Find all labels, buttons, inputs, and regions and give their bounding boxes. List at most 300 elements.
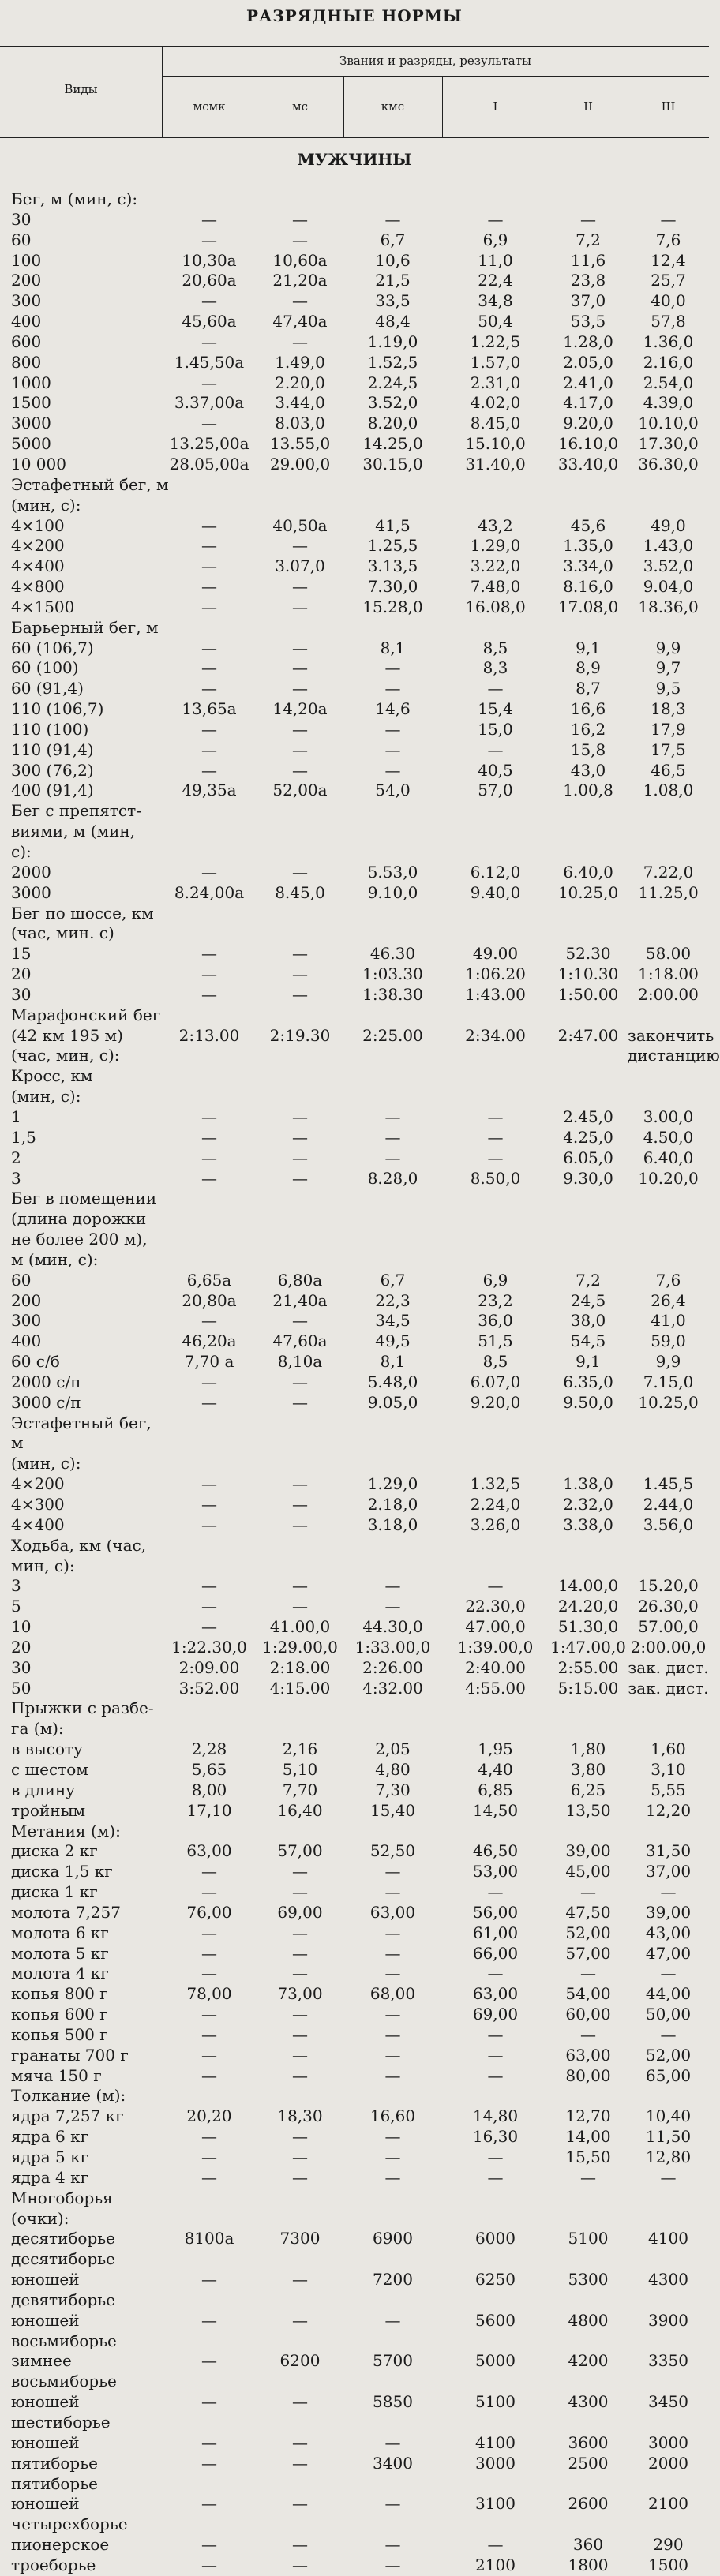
row-value: 4.39,0 [643, 393, 694, 413]
row-value: 7,6 [655, 1270, 681, 1290]
table-row [0, 2351, 709, 2372]
row-value: 34,5 [375, 1311, 411, 1331]
row-value: 2:47.00 [557, 1025, 619, 1045]
row-value: — [384, 2024, 401, 2044]
row-value: — [292, 679, 308, 698]
row-value: 43,00 [645, 1923, 692, 1942]
row-value: 31.40,0 [465, 454, 526, 474]
row-label: троеборье [11, 2555, 96, 2574]
row-value: 1.29,0 [470, 536, 521, 556]
row-value: 7,2 [576, 1270, 601, 1290]
row-value: — [292, 597, 308, 616]
row-value: 6,9 [482, 230, 508, 249]
row-value: — [292, 536, 308, 556]
table-row [0, 720, 709, 740]
row-value: — [487, 1106, 504, 1126]
row-value: 68,00 [369, 1984, 416, 2004]
table-row [0, 353, 709, 373]
row-label: 400 (91,4) [11, 781, 94, 800]
row-value: 2.31,0 [470, 373, 521, 392]
header-col-ms: мс [291, 99, 309, 114]
row-value: 4100 [648, 2229, 688, 2248]
row-value: 41.00,0 [269, 1617, 331, 1637]
row-value: 1:03.30 [362, 964, 423, 984]
row-value: 13.55,0 [269, 434, 331, 454]
row-value: 22,3 [375, 1290, 411, 1310]
row-value: — [292, 1862, 308, 1881]
row-value: — [580, 209, 596, 229]
row-value: 41,5 [375, 515, 411, 535]
table-row [0, 210, 709, 230]
row-value: 22.30,0 [465, 1597, 526, 1616]
row-value: 3000 [475, 2453, 516, 2473]
row-value: 9.10,0 [367, 882, 418, 902]
header-col-msmk: мсмк [193, 99, 226, 114]
row-value: 56,00 [472, 1902, 519, 1922]
row-value: 12,4 [651, 250, 686, 270]
row-value: 9,1 [576, 638, 601, 657]
row-value: 2.05,0 [563, 352, 613, 372]
table-row [0, 740, 709, 761]
header-top-rule [0, 46, 709, 47]
row-label: 1500 [11, 393, 51, 413]
row-value: 15,0 [478, 719, 513, 739]
row-value: 2:26.00 [362, 1657, 423, 1677]
row-value: 3450 [648, 2392, 688, 2412]
row-value: 47,60а [272, 1331, 328, 1351]
table-row [0, 658, 709, 679]
row-label: копья 500 г [11, 2024, 108, 2044]
row-label: Ходьба, км (час, [11, 1535, 147, 1555]
row-value: 4.50,0 [643, 1127, 694, 1147]
row-label: Метания (м): [11, 1821, 121, 1840]
row-value: — [201, 638, 217, 657]
table-row [0, 863, 709, 883]
row-value: — [384, 209, 401, 229]
row-value: — [487, 2024, 504, 2044]
row-label: молота 5 кг [11, 1943, 109, 1963]
table-row [0, 1311, 709, 1331]
row-value: — [201, 760, 217, 780]
row-value: 12,70 [565, 2106, 611, 2126]
row-label: 2 [11, 1148, 21, 1167]
row-value: — [201, 2127, 217, 2147]
table-row [0, 2433, 709, 2454]
row-value: — [384, 2045, 401, 2065]
row-value: — [384, 2127, 401, 2147]
row-value: 3350 [648, 2351, 688, 2371]
row-value: 1:29.00,0 [262, 1637, 338, 1657]
row-value: — [487, 2167, 504, 2187]
row-value: 49,0 [651, 515, 686, 535]
table-row [0, 1597, 709, 1617]
row-value: 1:33.00,0 [354, 1637, 431, 1657]
row-label: (час, мин, с): [11, 1046, 120, 1065]
row-value: 6,80а [277, 1270, 323, 1290]
row-value: 2:25.00 [362, 1025, 423, 1045]
row-label: мяча 150 г [11, 2065, 102, 2085]
table-row [0, 1719, 709, 1739]
row-value: 41,0 [651, 1311, 686, 1331]
row-value: 8,10а [277, 1352, 323, 1372]
row-value: 16,30 [472, 2127, 519, 2147]
row-value: 2:34.00 [465, 1025, 526, 1045]
row-value: — [201, 1148, 217, 1167]
row-value: 48,4 [375, 312, 411, 331]
row-value: — [292, 1127, 308, 1147]
row-value: 3.00,0 [643, 1106, 694, 1126]
row-value: 7,6 [655, 230, 681, 249]
row-value: — [201, 679, 217, 698]
row-value: — [660, 2024, 677, 2044]
row-value: — [201, 2432, 217, 2452]
row-value: 8.45,0 [275, 882, 325, 902]
row-label: Прыжки с разбе- [11, 1698, 154, 1718]
row-value: — [201, 2351, 217, 2371]
row-value: 43,2 [478, 515, 513, 535]
row-value: — [384, 2494, 401, 2514]
row-value: 8,3 [482, 658, 508, 678]
row-value: 18,30 [277, 2106, 323, 2126]
row-value: 8,5 [482, 638, 508, 657]
table-row [0, 1107, 709, 1128]
row-value: — [201, 1964, 217, 1983]
row-value: 17,5 [651, 739, 686, 759]
row-label: пятиборье [11, 2473, 98, 2493]
row-value: 6.12,0 [470, 862, 521, 882]
row-value: 1:47.00,0 [550, 1637, 626, 1657]
row-value: 16,60 [369, 2106, 416, 2126]
row-value: — [201, 556, 217, 576]
row-value: 4.17,0 [563, 393, 613, 413]
row-value: — [292, 1495, 308, 1514]
table-row [0, 2249, 709, 2270]
row-value: 26.30,0 [638, 1597, 699, 1616]
row-value: — [384, 2005, 401, 2024]
table-row [0, 2127, 709, 2147]
row-label: Бег с препятст- [11, 801, 141, 821]
row-value: 6,7 [380, 1270, 406, 1290]
row-value: 14,80 [472, 2106, 519, 2126]
row-label: 20 [11, 964, 32, 984]
row-value: 29.00,0 [269, 454, 331, 474]
row-value: 2,28 [191, 1739, 227, 1759]
row-label: ядра 5 кг [11, 2147, 89, 2166]
row-value: 58.00 [645, 944, 692, 964]
row-value: — [201, 209, 217, 229]
row-value: — [292, 577, 308, 597]
row-value: 40,0 [651, 291, 686, 311]
table-row [0, 496, 709, 516]
table-row [0, 679, 709, 699]
row-value: — [384, 2555, 401, 2574]
row-label: 15 [11, 944, 32, 964]
row-value: 47,50 [565, 1902, 611, 1922]
row-value: — [201, 536, 217, 556]
row-label: 110 (100) [11, 719, 89, 739]
row-value: — [384, 2432, 401, 2452]
row-label: 5 [11, 1597, 21, 1616]
row-value: 17.30,0 [638, 434, 699, 454]
row-value: 7.15,0 [643, 1372, 694, 1391]
row-label: молота 6 кг [11, 1923, 109, 1942]
row-label: 50 [11, 1678, 32, 1698]
row-value: 54,0 [375, 781, 411, 800]
row-value: — [201, 1576, 217, 1596]
row-value: — [201, 373, 217, 392]
row-value: — [292, 719, 308, 739]
row-value: 5300 [568, 2270, 609, 2290]
table-row [0, 373, 709, 394]
table-row [0, 230, 709, 251]
row-label: молота 7,257 [11, 1902, 121, 1922]
row-value: 10,6 [375, 250, 411, 270]
row-value: 1.36,0 [643, 331, 694, 351]
row-value: 51.30,0 [557, 1617, 619, 1637]
row-value: — [487, 1148, 504, 1167]
table-row [0, 1556, 709, 1577]
row-value: 1.22,5 [470, 331, 521, 351]
row-value: 47,00 [645, 1943, 692, 1963]
row-value: 24.20,0 [557, 1597, 619, 1616]
row-label: 300 (76,2) [11, 760, 94, 780]
row-value: 5100 [475, 2392, 516, 2412]
row-value: 17.08,0 [557, 597, 619, 616]
row-value: — [384, 739, 401, 759]
table-row [0, 1474, 709, 1495]
row-label: в длину [11, 1780, 76, 1799]
table-row [0, 434, 709, 455]
row-value: — [487, 2147, 504, 2166]
row-value: 2100 [475, 2555, 516, 2574]
row-value: — [660, 209, 677, 229]
row-value: — [487, 2535, 504, 2555]
row-value: 1.49,0 [275, 352, 325, 372]
row-value: 38,0 [570, 1311, 606, 1331]
table-row [0, 842, 709, 863]
table-row [0, 2311, 709, 2331]
table-row [0, 1271, 709, 1291]
row-value: — [201, 1923, 217, 1942]
row-value: — [201, 1168, 217, 1188]
row-value: — [201, 719, 217, 739]
table-row [0, 1250, 709, 1271]
row-value: 4.25,0 [563, 1127, 613, 1147]
row-value: 49,35а [182, 781, 237, 800]
table-row [0, 1882, 709, 1903]
row-value: — [384, 2147, 401, 2166]
row-value: 4,40 [478, 1759, 513, 1779]
row-value: 52,00 [645, 2045, 692, 2065]
row-label: Бег по шоссе, км [11, 903, 154, 923]
row-value: 40,50а [272, 515, 328, 535]
row-label: (мин, с): [11, 1454, 81, 1473]
row-value: 3.52,0 [367, 393, 418, 413]
row-value: 46,20а [182, 1331, 237, 1351]
row-value: 14,6 [375, 699, 411, 719]
row-value: 1.25,5 [367, 536, 418, 556]
row-label: (мин, с): [11, 1087, 81, 1106]
row-value: 54,5 [570, 1331, 606, 1351]
row-value: 6.35,0 [563, 1372, 613, 1391]
row-value: — [201, 1106, 217, 1126]
row-value: 2.44,0 [643, 1495, 694, 1514]
row-value: 25,7 [651, 271, 686, 290]
row-label: ядра 7,257 кг [11, 2106, 124, 2126]
row-label: мин, с): [11, 1556, 75, 1575]
row-value: 2.32,0 [563, 1495, 613, 1514]
row-value: 15,8 [570, 739, 606, 759]
table-row [0, 1780, 709, 1801]
row-value: 16,2 [570, 719, 606, 739]
row-label: девятиборье [11, 2290, 116, 2309]
table-row [0, 822, 709, 842]
row-value: 2.24,5 [367, 373, 418, 392]
row-value: 11,50 [645, 2127, 692, 2147]
row-value: — [201, 2147, 217, 2166]
row-label: десятиборье [11, 2229, 115, 2248]
row-value: — [201, 2024, 217, 2044]
row-value: — [292, 2065, 308, 2085]
row-label: 10 000 [11, 454, 66, 474]
row-value: 9.04,0 [643, 577, 694, 597]
row-value: — [201, 739, 217, 759]
row-label: ядра 4 кг [11, 2167, 89, 2187]
row-value: 1,60 [651, 1739, 686, 1759]
row-value: — [201, 862, 217, 882]
row-label: пятиборье [11, 2453, 98, 2473]
row-value: 7.48,0 [470, 577, 521, 597]
row-value: — [201, 230, 217, 249]
row-value: 3.38,0 [563, 1515, 613, 1534]
row-value: — [384, 1882, 401, 1902]
row-value: 6000 [475, 2229, 516, 2248]
row-value: 5100 [568, 2229, 609, 2248]
row-label: 30 [11, 209, 32, 229]
row-value: — [384, 760, 401, 780]
row-value: 37,00 [645, 1862, 692, 1881]
row-value: 7200 [373, 2270, 413, 2290]
row-value: 1.29,0 [367, 1474, 418, 1494]
row-value: 12,20 [645, 1800, 692, 1820]
row-label: диска 1 кг [11, 1882, 98, 1902]
row-value: 2.18,0 [367, 1495, 418, 1514]
row-label: копья 800 г [11, 1984, 108, 2004]
row-value: 16,40 [277, 1800, 323, 1820]
row-value: 46,50 [472, 1841, 519, 1861]
row-value: 3.34,0 [563, 556, 613, 576]
row-label: диска 2 кг [11, 1841, 98, 1861]
row-value: — [660, 1964, 677, 1983]
row-label: юношей [11, 2494, 80, 2514]
row-value: 4300 [568, 2392, 609, 2412]
row-value: 45,6 [570, 515, 606, 535]
row-value: 31,50 [645, 1841, 692, 1861]
row-value: — [201, 1943, 217, 1963]
row-value: 40,5 [478, 760, 513, 780]
row-value: — [201, 2005, 217, 2024]
row-label: Многоборья [11, 2188, 113, 2207]
row-value: 63,00 [472, 1984, 519, 2004]
row-value: 3.52,0 [643, 556, 694, 576]
row-label: 10 [11, 1617, 32, 1637]
row-value: — [201, 944, 217, 964]
table-row [0, 2168, 709, 2188]
row-value: — [487, 1964, 504, 1983]
row-value: 43,0 [570, 760, 606, 780]
row-value: 20,60а [182, 271, 237, 290]
row-value: 1,95 [478, 1739, 513, 1759]
row-value: 14,50 [472, 1800, 519, 1820]
row-value: 13.25,00а [169, 434, 249, 454]
row-label: (длина дорожки [11, 1209, 147, 1229]
row-value: 2.16,0 [643, 352, 694, 372]
row-value: 5:15.00 [557, 1678, 619, 1698]
table-row [0, 699, 709, 720]
table-row [0, 2188, 709, 2209]
table-row [0, 1536, 709, 1556]
row-value: — [292, 2147, 308, 2166]
row-value: — [292, 1923, 308, 1942]
row-label: гранаты 700 г [11, 2045, 129, 2065]
row-value: 2.20,0 [275, 373, 325, 392]
row-value: — [292, 1515, 308, 1534]
row-value: 39,00 [645, 1902, 692, 1922]
row-value: 1.28,0 [563, 331, 613, 351]
row-value: 290 [653, 2535, 684, 2555]
row-value: — [201, 984, 217, 1004]
row-value: — [292, 209, 308, 229]
row-value: — [292, 1964, 308, 1983]
table-row [0, 1964, 709, 1984]
row-value: 1:43.00 [465, 984, 526, 1004]
row-value: — [384, 1148, 401, 1167]
row-value: — [384, 1127, 401, 1147]
row-value: 15,40 [369, 1800, 416, 1820]
row-value: 14,20а [272, 699, 328, 719]
row-value: 2:09.00 [178, 1657, 240, 1677]
table-row [0, 618, 709, 638]
row-value: 1.38,0 [563, 1474, 613, 1494]
row-value: 3.44,0 [275, 393, 325, 413]
table-row [0, 761, 709, 781]
row-value: — [201, 2494, 217, 2514]
row-value: 9,9 [655, 1352, 681, 1372]
row-value: 50,4 [478, 312, 513, 331]
row-value: 10.25,0 [557, 882, 619, 902]
row-value: 7,70 [282, 1780, 318, 1799]
row-value: 2:18.00 [269, 1657, 331, 1677]
row-value: 26,4 [651, 1290, 686, 1310]
row-value: — [292, 984, 308, 1004]
row-value: 65,00 [645, 2065, 692, 2085]
row-label: восьмиборье [11, 2331, 117, 2350]
row-value: 34,8 [478, 291, 513, 311]
table-row [0, 312, 709, 332]
row-label: Марафонский бег [11, 1005, 161, 1024]
table-row [0, 2535, 709, 2555]
row-value: — [384, 2065, 401, 2085]
page-title: РАЗРЯДНЫЕ НОРМЫ [246, 6, 463, 25]
row-value: 21,5 [375, 271, 411, 290]
table-row [0, 2372, 709, 2392]
table-row [0, 2514, 709, 2535]
row-value: 17,10 [186, 1800, 232, 1820]
table-row [0, 2392, 709, 2413]
row-label: 3000 с/п [11, 1392, 81, 1412]
row-value: — [201, 1862, 217, 1881]
row-value: — [384, 2167, 401, 2187]
